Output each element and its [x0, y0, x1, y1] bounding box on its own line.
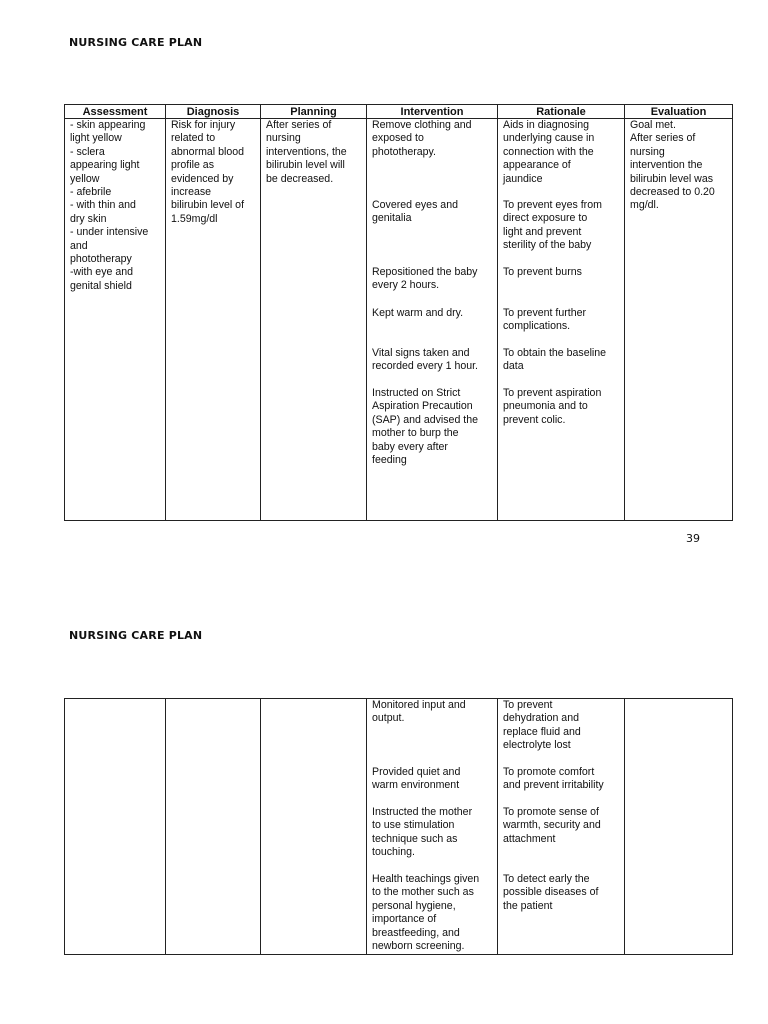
intervention-entry: [372, 806, 493, 860]
intervention-entry: [372, 347, 493, 374]
cell-text-line: abnormal blood: [171, 145, 245, 158]
rationale-line: the patient: [503, 899, 553, 912]
intervention-line: touching.: [372, 846, 415, 859]
page-title-1: NURSING CARE PLAN: [69, 36, 203, 49]
header-rationale: Rationale: [498, 105, 625, 119]
rationale-cell: [498, 699, 625, 955]
intervention-line: Repositioned the baby: [372, 266, 478, 279]
assessment-cell: [65, 699, 166, 955]
rationale-line: attachment: [503, 832, 556, 845]
intervention-line: Monitored input and: [372, 699, 466, 711]
evaluation-cell: [625, 119, 733, 521]
cell-text-line: yellow: [70, 172, 100, 185]
intervention-line: Covered eyes and: [372, 199, 458, 212]
rationale-line: light and prevent: [503, 225, 582, 238]
intervention-line: Health teachings given: [372, 873, 480, 886]
intervention-line: Vital signs taken and: [372, 347, 470, 360]
cell-text-line: genital shield: [70, 279, 132, 292]
rationale-line: To obtain the baseline: [503, 347, 607, 360]
cell-text-line: profile as: [171, 159, 214, 172]
rationale-line: sterility of the baby: [503, 239, 592, 252]
rationale-entry: [503, 806, 620, 846]
cell-text-line: dry skin: [70, 212, 107, 225]
cell-text-line: After series of: [630, 132, 696, 145]
intervention-line: breastfeeding, and: [372, 926, 460, 939]
rationale-line: direct exposure to: [503, 212, 588, 225]
cell-text-line: be decreased.: [266, 172, 334, 185]
intervention-line: Aspiration Precaution: [372, 400, 473, 413]
intervention-entry: [372, 199, 493, 226]
rationale-line: To promote comfort: [503, 766, 595, 779]
cell-text-line: mg/dl.: [630, 199, 659, 212]
cell-text-line: - under intensive: [70, 226, 149, 239]
rationale-line: jaundice: [503, 172, 543, 185]
rationale-line: complications.: [503, 320, 571, 333]
intervention-line: Provided quiet and: [372, 766, 461, 778]
rationale-entry: [503, 307, 620, 334]
rationale-line: To promote sense of: [503, 806, 599, 819]
rationale-line: To detect early the: [503, 873, 590, 886]
cell-text-line: bilirubin level will: [266, 159, 345, 172]
table-row: [65, 699, 733, 955]
intervention-cell: [367, 119, 498, 521]
rationale-line: pneumonia and to: [503, 400, 588, 413]
rationale-line: warmth, security and: [503, 819, 601, 832]
cell-text-line: light yellow: [70, 132, 122, 145]
diagnosis-cell: [166, 119, 261, 521]
cell-text-line: interventions, the: [266, 145, 347, 158]
planning-cell: [261, 119, 367, 521]
rationale-line: To prevent aspiration: [503, 387, 602, 400]
cell-text-line: and: [70, 239, 88, 252]
intervention-line: genitalia: [372, 212, 412, 225]
intervention-line: (SAP) and advised the: [372, 413, 478, 426]
rationale-line: To prevent eyes from: [503, 199, 602, 212]
rationale-line: replace fluid and: [503, 725, 581, 738]
rationale-line: appearance of: [503, 159, 571, 172]
intervention-line: importance of: [372, 913, 437, 926]
rationale-line: possible diseases of: [503, 886, 599, 899]
cell-text-line: - skin appearing: [70, 119, 146, 131]
rationale-line: prevent colic.: [503, 413, 566, 426]
intervention-entry: [372, 873, 493, 953]
intervention-line: Remove clothing and: [372, 119, 472, 131]
intervention-line: every 2 hours.: [372, 279, 440, 292]
evaluation-cell: [625, 699, 733, 955]
intervention-line: Instructed the mother: [372, 806, 473, 818]
rationale-line: electrolyte lost: [503, 739, 571, 752]
cell-text-line: nursing: [266, 132, 301, 145]
cell-text-line: bilirubin level of: [171, 199, 245, 212]
intervention-entry: [372, 699, 493, 726]
rationale-line: To prevent further: [503, 307, 587, 320]
intervention-line: technique such as: [372, 832, 458, 845]
intervention-line: mother to burp the: [372, 427, 459, 440]
planning-cell: [261, 699, 367, 955]
rationale-line: To prevent: [503, 699, 553, 711]
rationale-entry: [503, 347, 620, 374]
intervention-entry: [372, 387, 493, 467]
intervention-line: phototherapy.: [372, 145, 437, 158]
cell-text-line: Risk for injury: [171, 119, 236, 131]
cell-text-line: - afebrile: [70, 186, 112, 199]
intervention-line: warm environment: [372, 779, 460, 792]
intervention-entry: [372, 766, 493, 793]
intervention-line: feeding: [372, 454, 407, 467]
cell-text-line: bilirubin level was: [630, 172, 714, 185]
rationale-entry: [503, 699, 620, 753]
intervention-line: to the mother such as: [372, 886, 474, 899]
table-header-row: [65, 105, 733, 119]
rationale-entry: [503, 199, 620, 253]
intervention-entry: [372, 266, 493, 293]
table-row: [65, 119, 733, 521]
assessment-cell: [65, 119, 166, 521]
intervention-line: exposed to: [372, 132, 424, 145]
rationale-line: dehydration and: [503, 712, 579, 725]
header-planning: Planning: [261, 105, 367, 119]
intervention-cell: [367, 699, 498, 955]
cell-text-line: related to: [171, 132, 216, 145]
intervention-line: to use stimulation: [372, 819, 455, 832]
rationale-entry: [503, 387, 620, 427]
cell-text-line: Goal met.: [630, 119, 676, 131]
header-diagnosis: Diagnosis: [166, 105, 261, 119]
cell-text-line: phototherapy: [70, 253, 132, 266]
cell-text-line: increase: [171, 186, 212, 199]
cell-text-line: decreased to 0.20: [630, 186, 715, 199]
diagnosis-cell: [166, 699, 261, 955]
rationale-line: data: [503, 360, 524, 373]
rationale-line: underlying cause in: [503, 132, 595, 145]
header-intervention: Intervention: [367, 105, 498, 119]
intervention-line: baby every after: [372, 440, 448, 453]
rationale-line: connection with the: [503, 145, 594, 158]
cell-text-line: evidenced by: [171, 172, 234, 185]
rationale-entry: [503, 873, 620, 913]
cell-text-line: 1.59mg/dl: [171, 212, 218, 225]
care-plan-table-2: [64, 698, 733, 955]
intervention-line: Instructed on Strict: [372, 387, 461, 400]
page-number: 39: [686, 532, 700, 545]
rationale-entry: [503, 266, 620, 279]
intervention-line: recorded every 1 hour.: [372, 360, 478, 373]
rationale-line: Aids in diagnosing: [503, 119, 589, 131]
cell-text-line: nursing: [630, 145, 665, 158]
cell-text-line: After series of: [266, 119, 332, 131]
header-assessment: Assessment: [65, 105, 166, 119]
intervention-entry: [372, 307, 493, 320]
page-title-2: NURSING CARE PLAN: [69, 629, 203, 642]
cell-text-line: - with thin and: [70, 199, 136, 212]
cell-text-line: - sclera: [70, 145, 105, 158]
cell-text-line: intervention the: [630, 159, 703, 172]
rationale-line: and prevent irritability: [503, 779, 604, 792]
intervention-line: newborn screening.: [372, 940, 465, 953]
care-plan-table-1: [64, 104, 733, 521]
header-evaluation: Evaluation: [625, 105, 733, 119]
intervention-line: personal hygiene,: [372, 899, 456, 912]
rationale-cell: [498, 119, 625, 521]
intervention-line: output.: [372, 712, 405, 725]
rationale-line: To prevent burns: [503, 266, 582, 279]
rationale-entry: [503, 119, 620, 186]
intervention-entry: [372, 119, 493, 159]
cell-text-line: appearing light: [70, 159, 140, 172]
intervention-line: Kept warm and dry.: [372, 307, 464, 320]
cell-text-line: -with eye and: [70, 266, 134, 279]
rationale-entry: [503, 766, 620, 793]
